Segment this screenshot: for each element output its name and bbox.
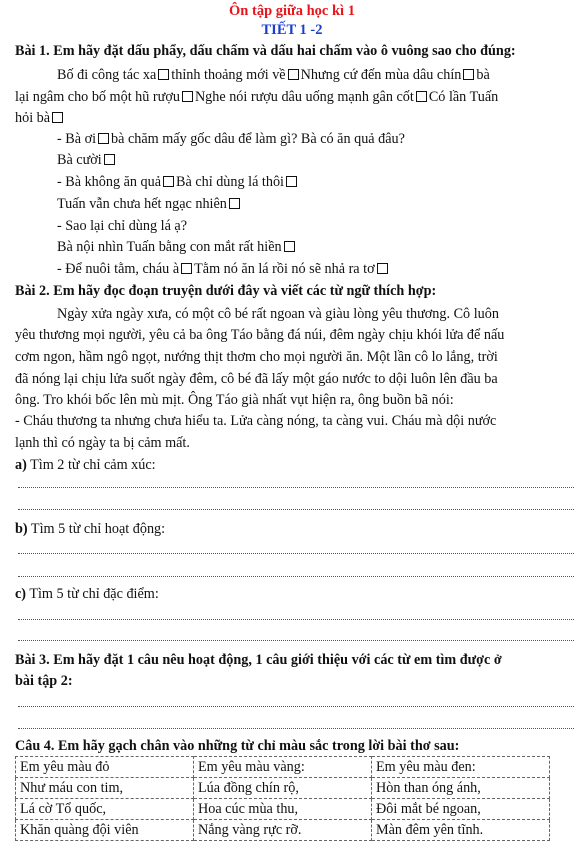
table-row [16,820,550,841]
question-label: a) [15,457,27,473]
question-text: Tìm 5 từ chỉ đặc điểm: [26,586,159,602]
passage-line: Ngày xửa ngày xưa, có một cô bé rất ngoan và giàu lòng yêu thương. Cô luôn [57,306,499,322]
table-cell: Nắng vàng rực rỡ. [194,820,372,841]
bai1-line [57,67,490,84]
passage-line: đã nóng lại chịu lửa suốt ngày đêm, cô bé đã lấy một gáo nước to dội luôn lên đầu ba [15,371,498,387]
text-segment: bà [476,67,490,83]
bai1-heading [15,43,516,60]
text-segment: Nhưng cứ đến mùa dâu chín [300,67,462,83]
bai1-line [57,261,390,278]
text-segment: - Bà không ăn quả [57,174,162,190]
cau4-heading: Câu 4. Em hãy gạch chân vào những từ chỉ màu sắc trong lời bài thơ sau: [15,738,460,754]
text-segment: hỏi bà [15,110,51,126]
answer-box[interactable] [463,69,474,80]
passage-line: cơm ngon, hầm ngô ngọt, nướng thịt thơm cho mọi người ăn. Một lần cô lo lắng, trời [15,349,498,365]
table-cell: Hòn than óng ánh, [372,778,550,799]
passage-line: lạnh thì có ngày ta bị cảm mất. [15,435,190,451]
question-text: Tìm 5 từ chỉ hoạt động: [27,521,166,537]
question-c [15,586,159,603]
answer-line[interactable] [18,728,574,729]
answer-line[interactable] [18,553,574,554]
passage-line: ông. Tro khói bốc lên mù mịt. Ông Táo già nhất vụt hiện ra, ông buồn bã nói: [15,392,454,408]
bai1-line [15,110,65,127]
text-segment: thỉnh thoảng mới về [171,67,286,83]
text-segment: Nghe nói rượu dâu uống mạnh gân cốt [194,89,414,105]
text-segment: - Sao lại chỉ dùng lá ạ? [57,218,188,234]
table-cell: Lúa đồng chín rộ, [194,778,372,799]
answer-box[interactable] [98,133,109,144]
question-a [15,457,156,474]
answer-line[interactable] [18,509,574,510]
bai1-line [57,239,297,256]
question-b [15,521,165,538]
answer-box[interactable] [182,91,193,102]
answer-box[interactable] [158,69,169,80]
bai3-heading-cont: bài tập 2: [15,673,73,689]
bai1-prompt: . Em hãy đặt dấu phẩy, dấu chấm và dấu hai chấm vào ô vuông sao cho đúng: [46,43,516,59]
answer-box[interactable] [286,176,297,187]
answer-box[interactable] [377,263,388,274]
table-cell: Em yêu màu đen: [372,757,550,778]
answer-box[interactable] [284,241,295,252]
table-cell: Như máu con tim, [16,778,194,799]
table-cell: Em yêu màu vàng: [194,757,372,778]
table-cell: Màn đêm yên tĩnh. [372,820,550,841]
text-segment: Tằm nó ăn lá rồi nó sẽ nhả ra tơ [194,261,375,277]
table-row [16,757,550,778]
table-cell: Khăn quàng đội viên [16,820,194,841]
question-text: Tìm 2 từ chỉ cảm xúc: [26,457,156,473]
bai2-heading: Bài 2. Em hãy đọc đoạn truyện dưới đây và viết các từ ngữ thích hợp: [15,283,437,299]
answer-box[interactable] [288,69,299,80]
answer-box[interactable] [416,91,427,102]
passage-line: yêu thương mọi người, yêu cả ba ông Táo bằng đá núi, đêm ngày chịu khói lửa để nấu [15,327,505,343]
text-segment: Tuấn vẫn chưa hết ngạc nhiên [57,196,227,212]
passage-line: - Cháu thương ta nhưng chưa hiểu ta. Lửa càng nóng, ta càng vui. Cháu mà dội nước [15,413,497,429]
bai1-label: Bài 1 [15,43,47,59]
answer-line[interactable] [18,640,574,641]
answer-line[interactable] [18,619,574,620]
bai1-line [57,218,187,235]
bai1-line [57,196,242,213]
text-segment: lại ngâm cho bố một hũ rượu [15,89,180,105]
bai1-line [15,89,498,106]
page-subtitle: TIẾT 1 -2 [261,22,323,38]
text-segment: Bà cười [57,152,102,168]
question-label: c) [15,586,27,602]
text-segment: - Để nuôi tằm, cháu à [57,261,180,277]
table-row [16,778,550,799]
table-cell: Hoa cúc mùa thu, [194,799,372,820]
answer-box[interactable] [104,154,115,165]
answer-line[interactable] [18,576,574,577]
answer-box[interactable] [181,263,192,274]
table-cell: Đôi mắt bé ngoan, [372,799,550,820]
answer-line[interactable] [18,706,574,707]
poem-table [15,756,550,841]
bai3-heading: Bài 3. Em hãy đặt 1 câu nêu hoạt động, 1 câu giới thiệu với các từ em tìm được ở [15,652,502,668]
text-segment: Bà nội nhìn Tuấn bằng con mắt rất hiền [57,239,282,255]
bai1-line [57,131,405,148]
answer-box[interactable] [229,198,240,209]
table-cell: Em yêu màu đỏ [16,757,194,778]
table-cell: Lá cờ Tổ quốc, [16,799,194,820]
answer-box[interactable] [52,112,63,123]
bai1-line [57,174,299,191]
answer-box[interactable] [163,176,174,187]
text-segment: Có lần Tuấn [428,89,499,105]
text-segment: Bố đi công tác xa [57,67,157,83]
table-row [16,799,550,820]
text-segment: - Bà ơi [57,131,97,147]
page-title: Ôn tập giữa học kì 1 [229,3,355,19]
text-segment: bà chăm mấy gốc dâu để làm gì? Bà có ăn quả đâu? [111,131,405,147]
question-label: b) [15,521,28,537]
answer-line[interactable] [18,487,574,488]
bai1-line [57,152,117,169]
text-segment: Bà chỉ dùng lá thôi [176,174,284,190]
